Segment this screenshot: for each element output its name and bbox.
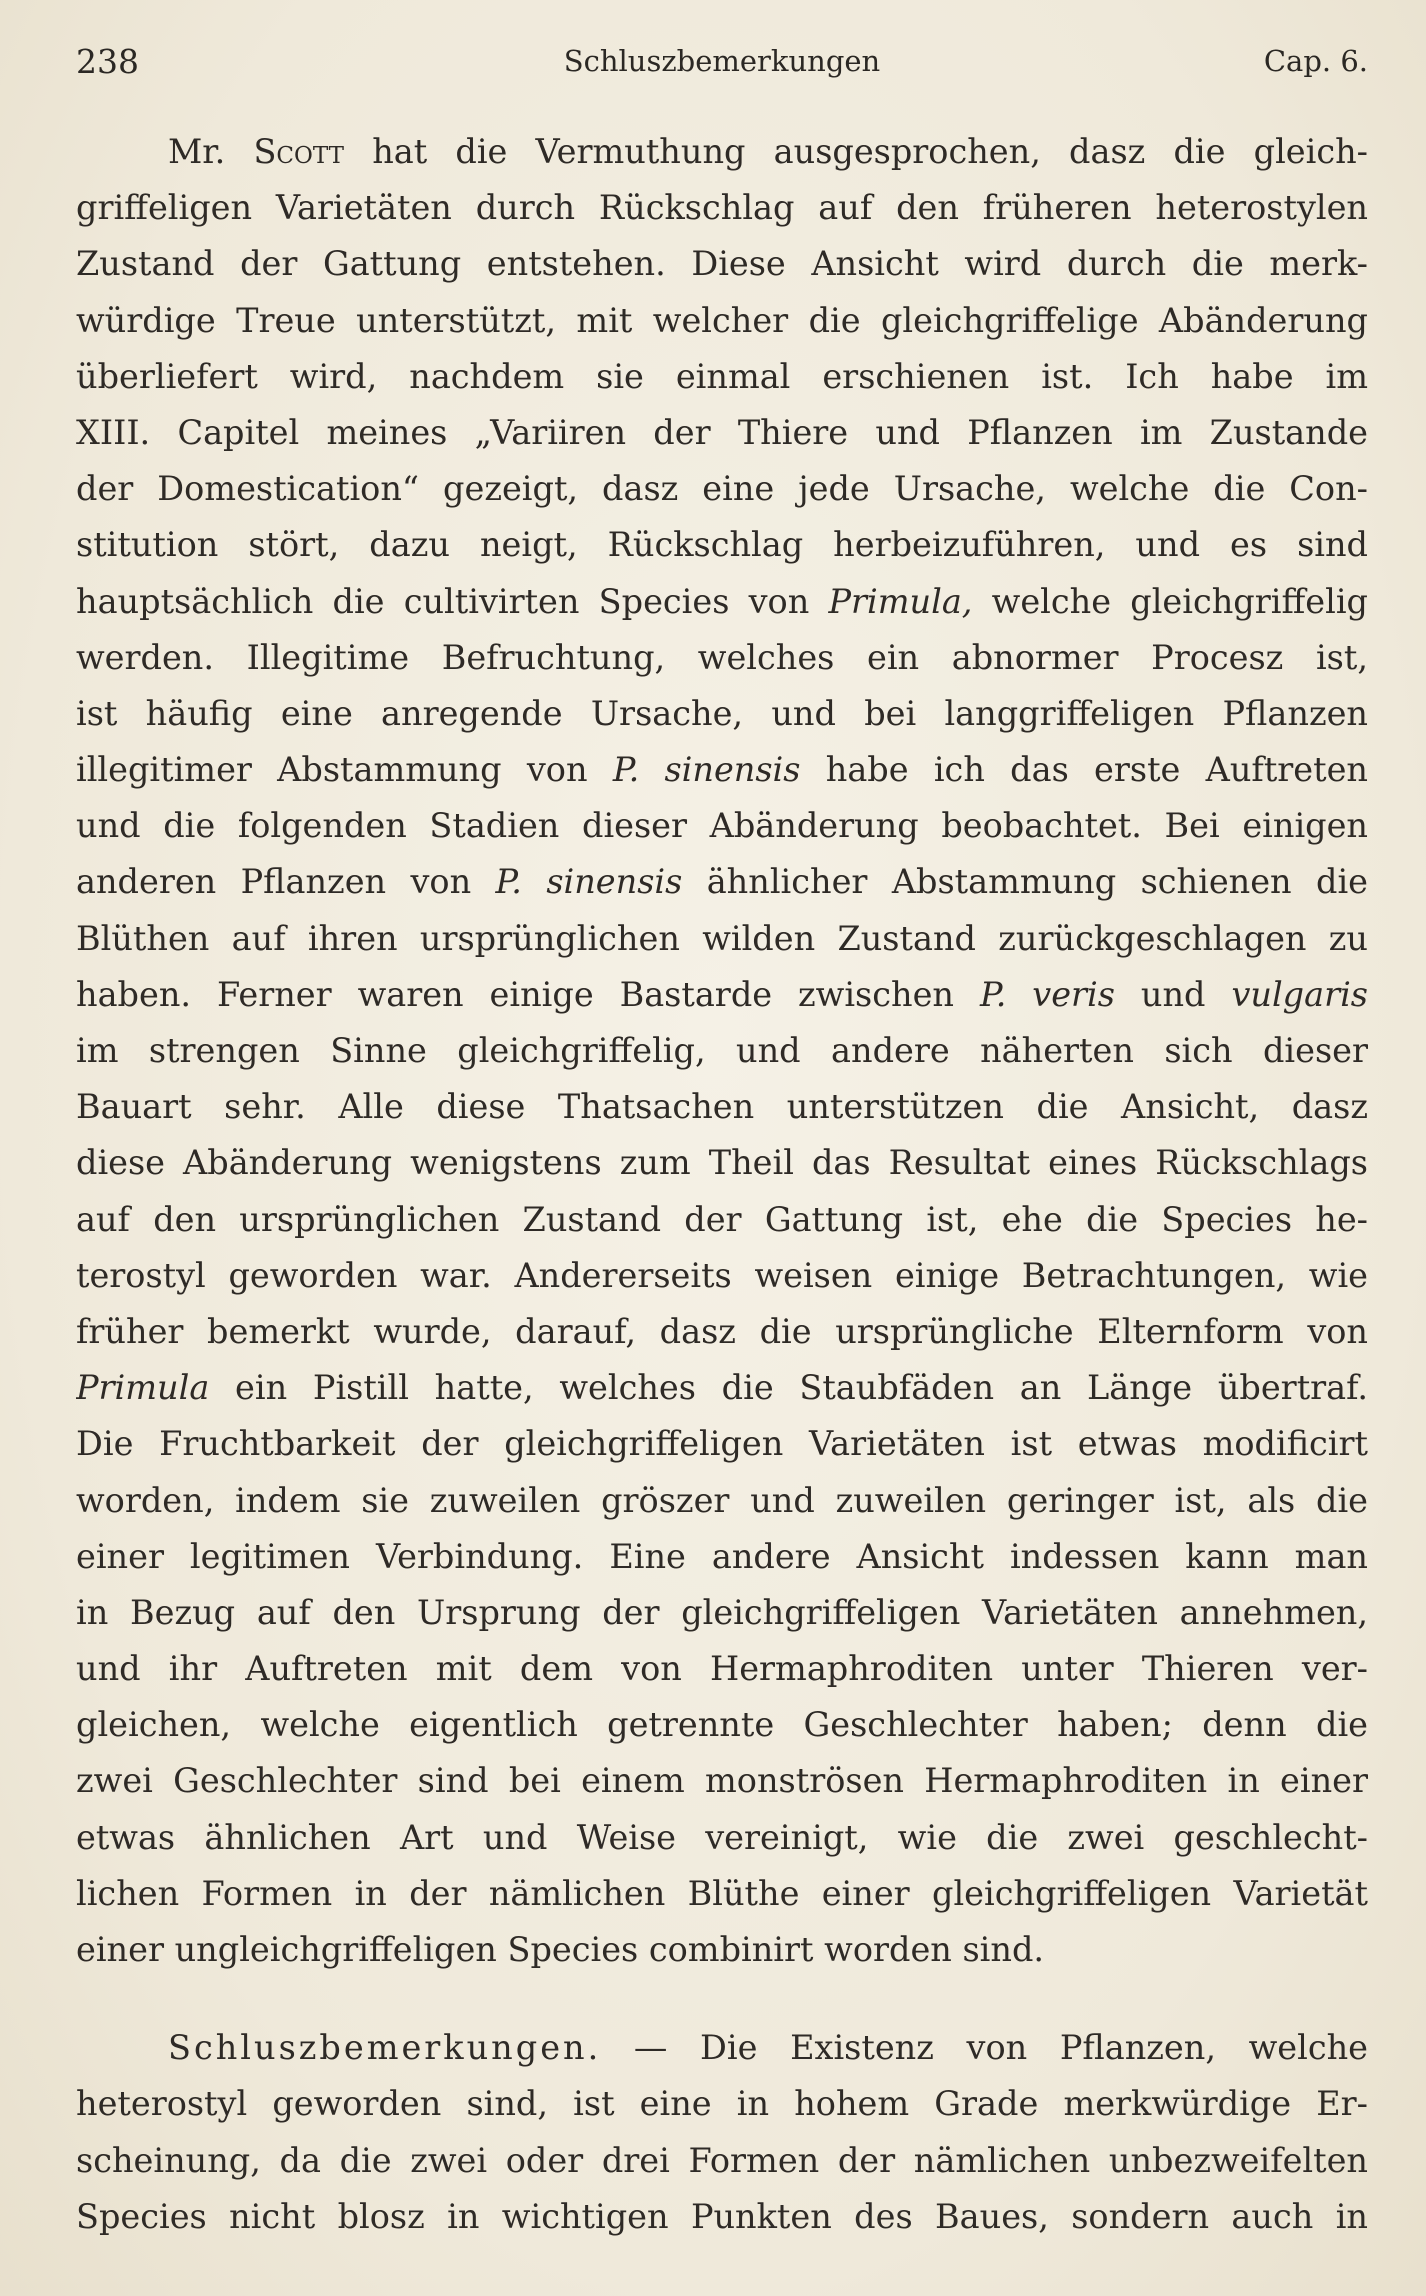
taxon-name: P. sinensis bbox=[612, 750, 801, 790]
text-line: im strengen Sinne gleichgriffelig, und andere näherten sich dieser bbox=[76, 1031, 1368, 1070]
text-line: auf den ursprünglichen Zustand der Gattung ist, ehe die Species he- bbox=[76, 1199, 1368, 1239]
text-line: Zustand der Gattung entstehen. Diese Ansicht wird durch die merk- bbox=[76, 244, 1368, 284]
text-line: XIII. Capitel meines „Variiren der Thiere und Pflanzen im Zustande bbox=[76, 412, 1368, 452]
paragraph-gap bbox=[76, 1978, 1368, 2020]
text-line: Bauart sehr. Alle diese Thatsachen unterstützen die Ansicht, dasz bbox=[76, 1087, 1368, 1127]
text-line: terostyl geworden war. Andererseits weisen einige Betrachtungen, wie bbox=[76, 1255, 1368, 1295]
text-line: anderen Pflanzen von P. sinensis ähnlicher Abstammung schienen die bbox=[76, 862, 1368, 902]
text-line: gleichen, welche eigentlich getrennte Geschlechter haben; denn die bbox=[76, 1705, 1368, 1745]
text-line: heterostyl geworden sind, ist eine in hohem Grade merkwürdige Er- bbox=[76, 2084, 1368, 2124]
text-line: einer legitimen Verbindung. Eine andere Ansicht indessen kann man bbox=[76, 1536, 1368, 1576]
text-line: und ihr Auftreten mit dem von Hermaphroditen unter Thieren ver- bbox=[76, 1649, 1368, 1689]
taxon-name: P. veris bbox=[979, 974, 1115, 1014]
text-line: diese Abänderung wenigstens zum Theil das Resultat eines Rückschlags bbox=[76, 1143, 1368, 1183]
text-line: Die Fruchtbarkeit der gleichgriffeligen Varietäten ist etwas modificirt bbox=[76, 1424, 1368, 1464]
text-line: Schluszbemerkungen. — Die Existenz von Pflanzen, welche bbox=[168, 2028, 1368, 2068]
text-line: einer ungleichgriffeligen Species combinirt worden sind. bbox=[76, 1930, 1045, 1969]
text-line: worden, indem sie zuweilen gröszer und zuweilen geringer ist, als die bbox=[76, 1480, 1368, 1520]
text-line: zwei Geschlechter sind bei einem monströsen Hermaphroditen in einer bbox=[76, 1761, 1368, 1801]
text-line: überliefert wird, nachdem sie einmal erschienen ist. Ich habe im bbox=[76, 356, 1368, 396]
text-line: haben. Ferner waren einige Bastarde zwischen P. veris und vulgaris bbox=[76, 974, 1368, 1014]
taxon-name: P. sinensis bbox=[495, 862, 683, 902]
text-line: scheinung, da die zwei oder drei Formen der nämlichen unbezweifelten bbox=[76, 2140, 1368, 2180]
text-line: griffeligen Varietäten durch Rückschlag auf den früheren heterostylen bbox=[76, 188, 1368, 228]
taxon-name: vulgaris bbox=[1231, 974, 1368, 1014]
page-header bbox=[76, 40, 1368, 84]
text-line: etwas ähnlichen Art und Weise vereinigt, wie die zwei geschlecht- bbox=[76, 1817, 1368, 1857]
text-line: und die folgenden Stadien dieser Abänderung beobachtet. Bei einigen bbox=[76, 806, 1368, 846]
author-name: Scott bbox=[253, 132, 344, 171]
text-line: hauptsächlich die cultivirten Species von Primula, welche gleichgriffelig bbox=[76, 581, 1368, 621]
text-line: Blüthen auf ihren ursprünglichen wilden Zustand zurückgeschlagen zu bbox=[76, 918, 1368, 958]
taxon-name: Primula bbox=[76, 1368, 210, 1408]
text-line: Primula ein Pistill hatte, welches die Staubfäden an Länge übertraf. bbox=[76, 1368, 1368, 1408]
text-line: früher bemerkt wurde, darauf, dasz die ursprüngliche Elternform von bbox=[76, 1311, 1368, 1351]
paragraph-scott-hypothesis bbox=[76, 124, 1368, 1978]
chapter-reference: Cap. 6. bbox=[1263, 44, 1368, 78]
page-body bbox=[76, 124, 1368, 2245]
text-line: in Bezug auf den Ursprung der gleichgriffeligen Varietäten annehmen, bbox=[76, 1592, 1368, 1632]
text-line: Mr. Scott hat die Vermuthung ausgesprochen, dasz die gleich- bbox=[168, 132, 1368, 171]
text-line: illegitimer Abstammung von P. sinensis habe ich das erste Auftreten bbox=[76, 750, 1368, 790]
text-line: würdige Treue unterstützt, mit welcher die gleichgriffelige Abänderung bbox=[76, 300, 1368, 340]
paragraph-concluding-remarks bbox=[76, 2020, 1368, 2245]
text-line: stitution stört, dazu neigt, Rückschlag herbeizuführen, und es sind bbox=[76, 525, 1368, 565]
text-line: ist häufig eine anregende Ursache, und bei langgriffeligen Pflanzen bbox=[76, 693, 1368, 733]
text-line: lichen Formen in der nämlichen Blüthe einer gleichgriffeligen Varietät bbox=[76, 1873, 1368, 1913]
text-line: der Domestication“ gezeigt, dasz eine jede Ursache, welche die Con- bbox=[76, 469, 1368, 509]
taxon-name: Primula, bbox=[828, 581, 973, 621]
text-line: werden. Illegitime Befruchtung, welches ein abnormer Procesz ist, bbox=[76, 637, 1368, 677]
running-title: Schluszbemerkungen bbox=[563, 44, 881, 78]
section-heading: Schluszbemerkungen. bbox=[168, 2028, 602, 2068]
text-line: Species nicht blosz in wichtigen Punkten des Baues, sondern auch in bbox=[76, 2196, 1368, 2236]
page-number: 238 bbox=[76, 42, 139, 81]
